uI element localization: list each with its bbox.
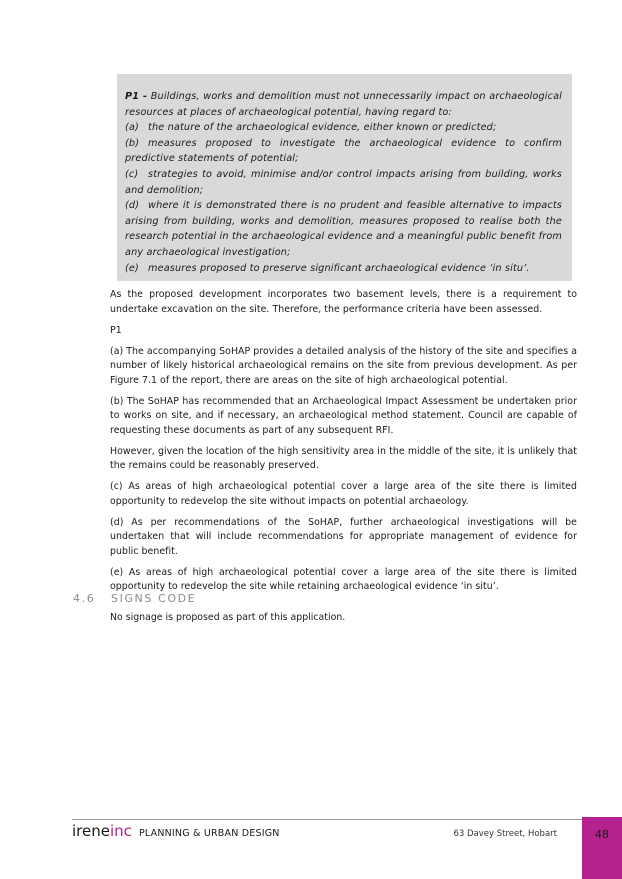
callout-item-label: (b) (125, 137, 140, 149)
logo-inc: inc (109, 822, 132, 840)
paragraph-c: (c) As areas of high archaeological potential cover a large area of the site there is limited opportunity to redevelop the site without impacts on potential archaeology. (110, 481, 577, 507)
footer-divider (72, 819, 582, 820)
callout-item-text: measures proposed to preserve significant archaeological evidence ‘in situ’. (148, 262, 530, 274)
callout-item (125, 167, 562, 198)
callout-intro (125, 89, 562, 120)
assessment-body (110, 288, 577, 601)
paragraph-b: (b) The SoHAP has recommended that an Archaeological Impact Assessment be undertaken prior to works on site, and if necessary, an archaeological method statement. Council are capable of requesting these documents as part of any subsequent RFI. (110, 395, 577, 436)
intro-paragraph: As the proposed development incorporates two basement levels, there is a requirement to undertake excavation on the site. Therefore, the performance criteria have been assessed. (110, 289, 577, 315)
callout-item (125, 261, 562, 277)
callout-item-label: (e) (125, 262, 139, 274)
p1-heading: P1 (110, 324, 122, 336)
callout-item-text: strategies to avoid, minimise and/or control impacts arising from building, works and demolition; (125, 168, 562, 196)
callout-item-text: the nature of the archaeological evidence, either known or predicted; (148, 122, 497, 134)
paragraph-a: (a) The accompanying SoHAP provides a detailed analysis of the history of the site and specifies a number of likely historical archaeological remains on the site from previous development. As per Figure 7.1 of the report, there are areas on the site of high archaeological potential. (110, 345, 577, 386)
section-title: SIGNS CODE (111, 592, 197, 605)
callout-p1-label: P1 - (125, 91, 148, 102)
section-number: 4.6 (73, 592, 96, 605)
page-number: 48 (582, 817, 622, 879)
paragraph-e: (e) As areas of high archaeological potential cover a large area of the site there is limited opportunity to redevelop the site while retaining archaeological evidence ‘in situ’. (110, 566, 577, 592)
callout-item-text: measures proposed to investigate the archaeological evidence to confirm predictive statements of potential; (125, 137, 562, 165)
callout-item-label: (d) (125, 200, 140, 212)
callout-item-label: (a) (125, 122, 139, 134)
footer-logo (72, 821, 280, 840)
callout-item (125, 136, 562, 167)
logo-tagline: PLANNING & URBAN DESIGN (138, 828, 280, 839)
callout-item (125, 198, 562, 260)
performance-criteria-callout (117, 74, 572, 281)
paragraph-however: However, given the location of the high sensitivity area in the middle of the site, it is unlikely that the remains could be reasonably preserved. (110, 445, 577, 471)
callout-item-text: where it is demonstrated there is no prudent and feasible alternative to impacts arising from building, works and demolition, measures proposed to realise both the research potential in the archaeological evidence and a meaningful public benefit from any archaeological investigation; (125, 200, 562, 258)
section-heading (73, 592, 593, 605)
callout-item-label: (c) (125, 168, 139, 180)
paragraph-d: (d) As per recommendations of the SoHAP, further archaeological investigations will be undertaken that will include recommendations for appropriate management of evidence for public benefit. (110, 516, 577, 557)
footer-address: 63 Davey Street, Hobart (453, 829, 557, 839)
logo-irene: irene (72, 822, 110, 840)
section-text: No signage is proposed as part of this application. (110, 612, 346, 623)
callout-p1-text: Buildings, works and demolition must not unnecessarily impact on archaeological resources at places of archaeological potential, having regard to: (125, 91, 562, 118)
callout-item (125, 120, 562, 136)
